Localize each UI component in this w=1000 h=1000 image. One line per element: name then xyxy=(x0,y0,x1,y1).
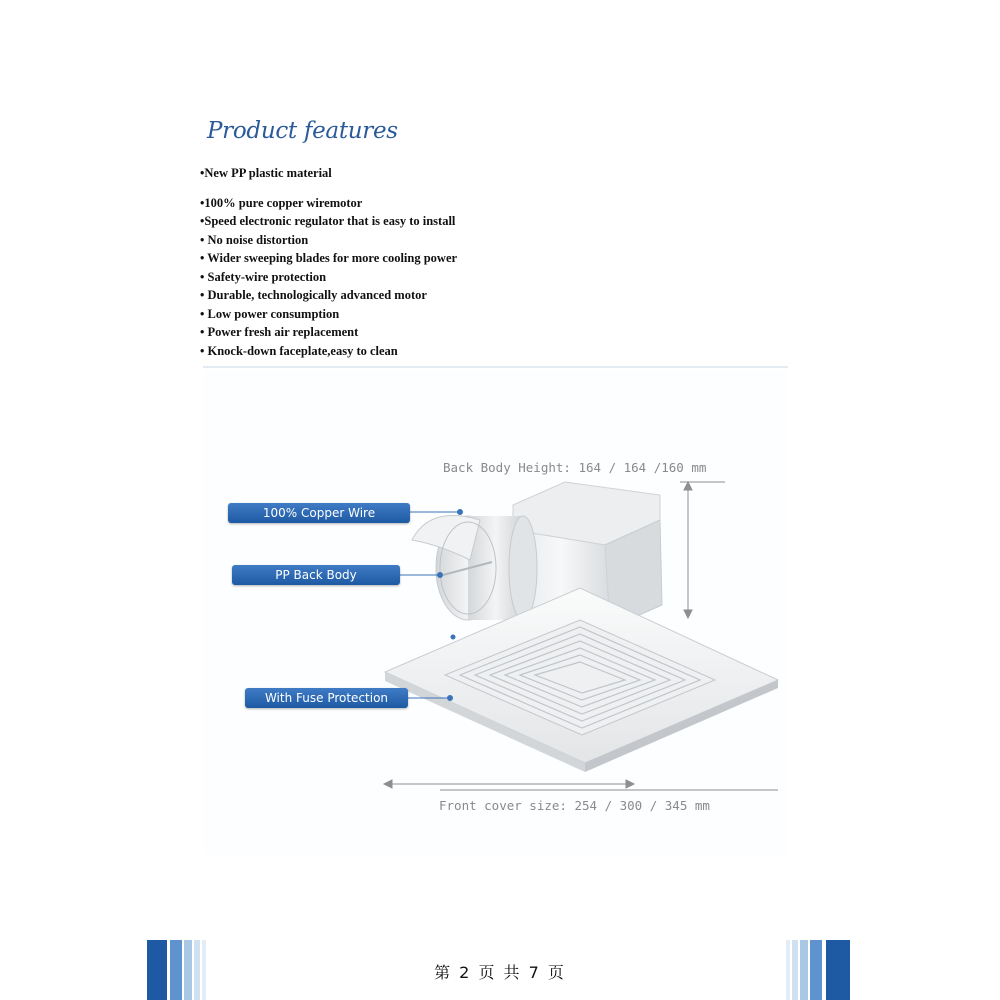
callout-pp-back-body: PP Back Body xyxy=(232,565,400,585)
front-cover xyxy=(385,588,778,772)
feature-item: • Low power consumption xyxy=(200,307,340,321)
back-body-height-label: Back Body Height: 164 / 164 /160 mm xyxy=(443,460,707,475)
duct-outlet xyxy=(412,516,537,621)
feature-item: • Durable, technologically advanced motor xyxy=(200,288,427,302)
feature-item: • Knock-down faceplate,easy to clean xyxy=(200,344,398,358)
page-number: 第 2 页 共 7 页 xyxy=(434,963,566,982)
front-cover-size-label: Front cover size: 254 / 300 / 345 mm xyxy=(439,798,710,813)
feature-item: • Safety-wire protection xyxy=(200,270,327,284)
feature-item: •Speed electronic regulator that is easy to install xyxy=(200,214,456,228)
feature-item: • No noise distortion xyxy=(200,233,309,247)
feature-item: •100% pure copper wiremotor xyxy=(200,196,363,210)
feature-item: • Wider sweeping blades for more cooling power xyxy=(200,251,458,265)
feature-item: •New PP plastic material xyxy=(200,166,332,180)
feature-item: • Power fresh air replacement xyxy=(200,325,359,339)
callout-fuse-protection: With Fuse Protection xyxy=(245,688,408,708)
width-dimension xyxy=(384,780,778,790)
callout-copper-wire: 100% Copper Wire xyxy=(228,503,410,523)
height-dimension xyxy=(680,482,725,618)
page-title: Product features xyxy=(207,118,398,144)
